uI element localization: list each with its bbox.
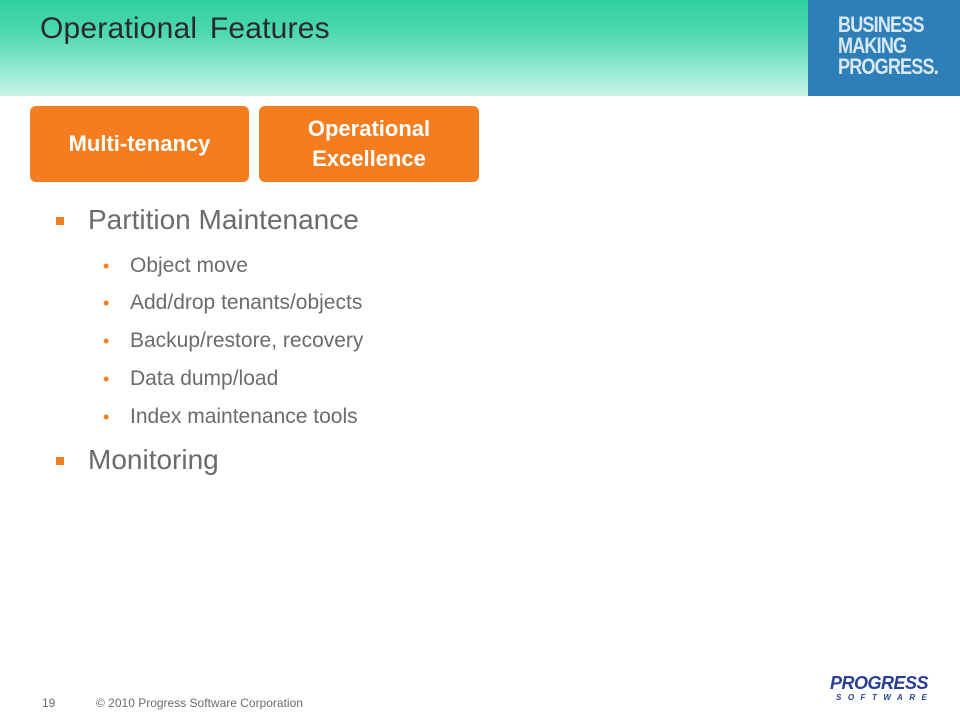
square-bullet-icon — [56, 217, 64, 225]
sub-bullet-item — [103, 254, 248, 278]
brand-tagline — [838, 14, 938, 77]
sub-bullet-text: Data dump/load — [130, 367, 279, 390]
logo-line-2: SOFTWARE — [836, 693, 934, 702]
sub-bullet-item — [103, 405, 358, 429]
sub-bullet-text: Object move — [130, 254, 248, 277]
dot-bullet-icon: • — [103, 368, 110, 389]
copyright-text: © 2010 Progress Software Corporation — [96, 696, 303, 710]
dot-bullet-icon: • — [103, 330, 110, 351]
sub-bullet-text: Add/drop tenants/objects — [130, 291, 363, 314]
bullet-item — [56, 444, 219, 476]
brand-line-1: BUSINESS — [838, 12, 924, 37]
tab-operational-excellence[interactable]: Operational Excellence — [259, 106, 479, 182]
page-number: 19 — [42, 696, 56, 710]
progress-software-logo — [830, 674, 933, 704]
bullet-item — [56, 204, 359, 236]
brand-line-3: PROGRESS. — [838, 54, 938, 79]
sub-bullet-text: Backup/restore, recovery — [130, 329, 364, 352]
tab-multi-tenancy[interactable]: Multi-tenancy — [30, 106, 249, 182]
logo-line-1: PROGRESS — [830, 673, 929, 693]
dot-bullet-icon: • — [103, 406, 110, 427]
sub-bullet-item — [103, 329, 363, 353]
bullet-text: Partition Maintenance — [88, 204, 359, 235]
slide-title: Operational Features — [40, 12, 330, 45]
brand-line-2: MAKING — [838, 33, 907, 58]
dot-bullet-icon: • — [103, 292, 110, 313]
bullet-text: Monitoring — [88, 444, 219, 475]
dot-bullet-icon: • — [103, 255, 110, 276]
sub-bullet-text: Index maintenance tools — [130, 405, 358, 428]
brand-box — [808, 0, 960, 96]
sub-bullet-item — [103, 291, 362, 315]
sub-bullet-item — [103, 367, 278, 391]
square-bullet-icon — [56, 457, 64, 465]
